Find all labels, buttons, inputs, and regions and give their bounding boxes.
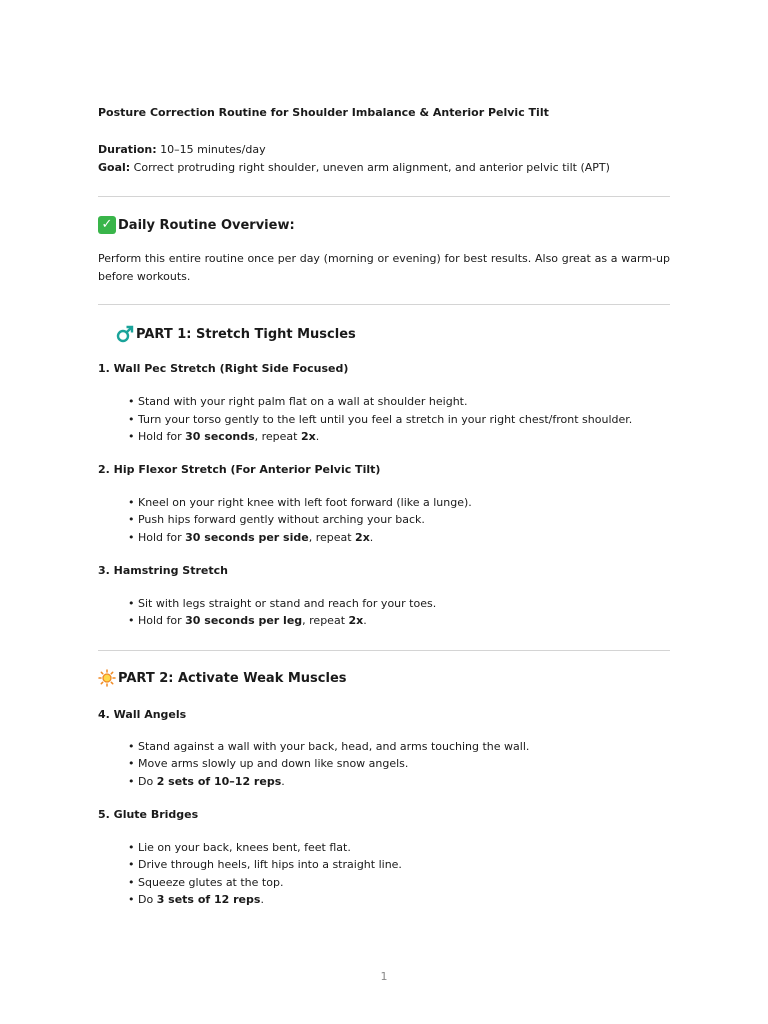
- overview-heading-text: Daily Routine Overview:: [118, 217, 295, 233]
- overview-heading: [98, 216, 295, 234]
- list-item: • Lie on your back, knees bent, feet flat.: [128, 841, 351, 854]
- list-item-text: .: [315, 430, 320, 443]
- divider: [98, 304, 670, 305]
- list-item-text: • Hold for: [128, 614, 186, 627]
- list-item-emphasis: 30 seconds per leg: [185, 614, 303, 627]
- list-item: • Stand against a wall with your back, head, and arms touching the wall.: [128, 740, 530, 753]
- male-sign-icon: [116, 325, 134, 343]
- part1-heading: [116, 325, 356, 343]
- list-item: [128, 893, 264, 906]
- list-item: • Move arms slowly up and down like snow angels.: [128, 757, 409, 770]
- page-number: 1: [380, 970, 388, 983]
- list-item-emphasis: 30 seconds per side: [185, 531, 309, 544]
- list-item-emphasis: 2 sets of 10–12 reps: [156, 775, 282, 788]
- list-item-emphasis: 30 seconds: [185, 430, 255, 443]
- divider: [98, 650, 670, 651]
- list-item: • Drive through heels, lift hips into a straight line.: [128, 858, 402, 871]
- goal-label: Goal:: [98, 161, 131, 174]
- list-item-text: , repeat: [254, 430, 301, 443]
- part2-heading-text: PART 2: Activate Weak Muscles: [118, 670, 347, 686]
- overview-paragraph: Perform this entire routine once per day (morning or evening) for best results. Also great as a warm-up before workouts.: [98, 252, 670, 283]
- goal-value: Correct protruding right shoulder, uneven arm alignment, and anterior pelvic tilt (APT): [130, 161, 610, 174]
- list-item: • Push hips forward gently without arching your back.: [128, 513, 425, 526]
- list-item: • Stand with your right palm flat on a wall at shoulder height.: [128, 395, 468, 408]
- document-title: Posture Correction Routine for Shoulder Imbalance & Anterior Pelvic Tilt: [98, 106, 549, 119]
- duration-line: [98, 143, 266, 156]
- part2-heading: [98, 669, 347, 687]
- list-item-text: • Do: [128, 775, 157, 788]
- list-item-text: • Hold for: [128, 430, 186, 443]
- list-item: [128, 430, 319, 443]
- list-item-text: , repeat: [302, 614, 349, 627]
- list-item-text: , repeat: [308, 531, 356, 544]
- list-item-emphasis: 2x: [355, 531, 370, 544]
- list-item-text: • Hold for: [128, 531, 186, 544]
- list-item-emphasis: 2x: [300, 430, 316, 443]
- exercise-title: 4. Wall Angels: [98, 708, 187, 721]
- sun-icon: [98, 669, 116, 687]
- list-item-emphasis: 2x: [348, 614, 364, 627]
- divider: [98, 196, 670, 197]
- list-item: • Sit with legs straight or stand and reach for your toes.: [128, 597, 437, 610]
- list-item-text: .: [363, 614, 367, 627]
- list-item: • Squeeze glutes at the top.: [128, 876, 284, 889]
- exercise-title: 5. Glute Bridges: [98, 808, 199, 821]
- duration-value: 10–15 minutes/day: [156, 143, 266, 156]
- exercise-title: 3. Hamstring Stretch: [98, 564, 228, 577]
- part1-heading-text: PART 1: Stretch Tight Muscles: [136, 326, 356, 342]
- list-item: [128, 531, 373, 544]
- list-item: [128, 614, 367, 627]
- goal-line: [98, 161, 610, 174]
- list-item-text: .: [281, 775, 285, 788]
- list-item-emphasis: 3 sets of 12 reps: [156, 893, 261, 906]
- exercise-title: 1. Wall Pec Stretch (Right Side Focused): [98, 362, 349, 375]
- list-item: [128, 775, 285, 788]
- list-item-text: .: [260, 893, 264, 906]
- duration-label: Duration:: [98, 143, 157, 156]
- check-mark-icon: ✓: [98, 216, 116, 234]
- list-item: • Turn your torso gently to the left until you feel a stretch in your right chest/front shoulder.: [128, 413, 633, 426]
- list-item-text: .: [369, 531, 374, 544]
- exercise-title: 2. Hip Flexor Stretch (For Anterior Pelvic Tilt): [98, 463, 381, 476]
- list-item-text: • Do: [128, 893, 157, 906]
- list-item: • Kneel on your right knee with left foot forward (like a lunge).: [128, 496, 472, 509]
